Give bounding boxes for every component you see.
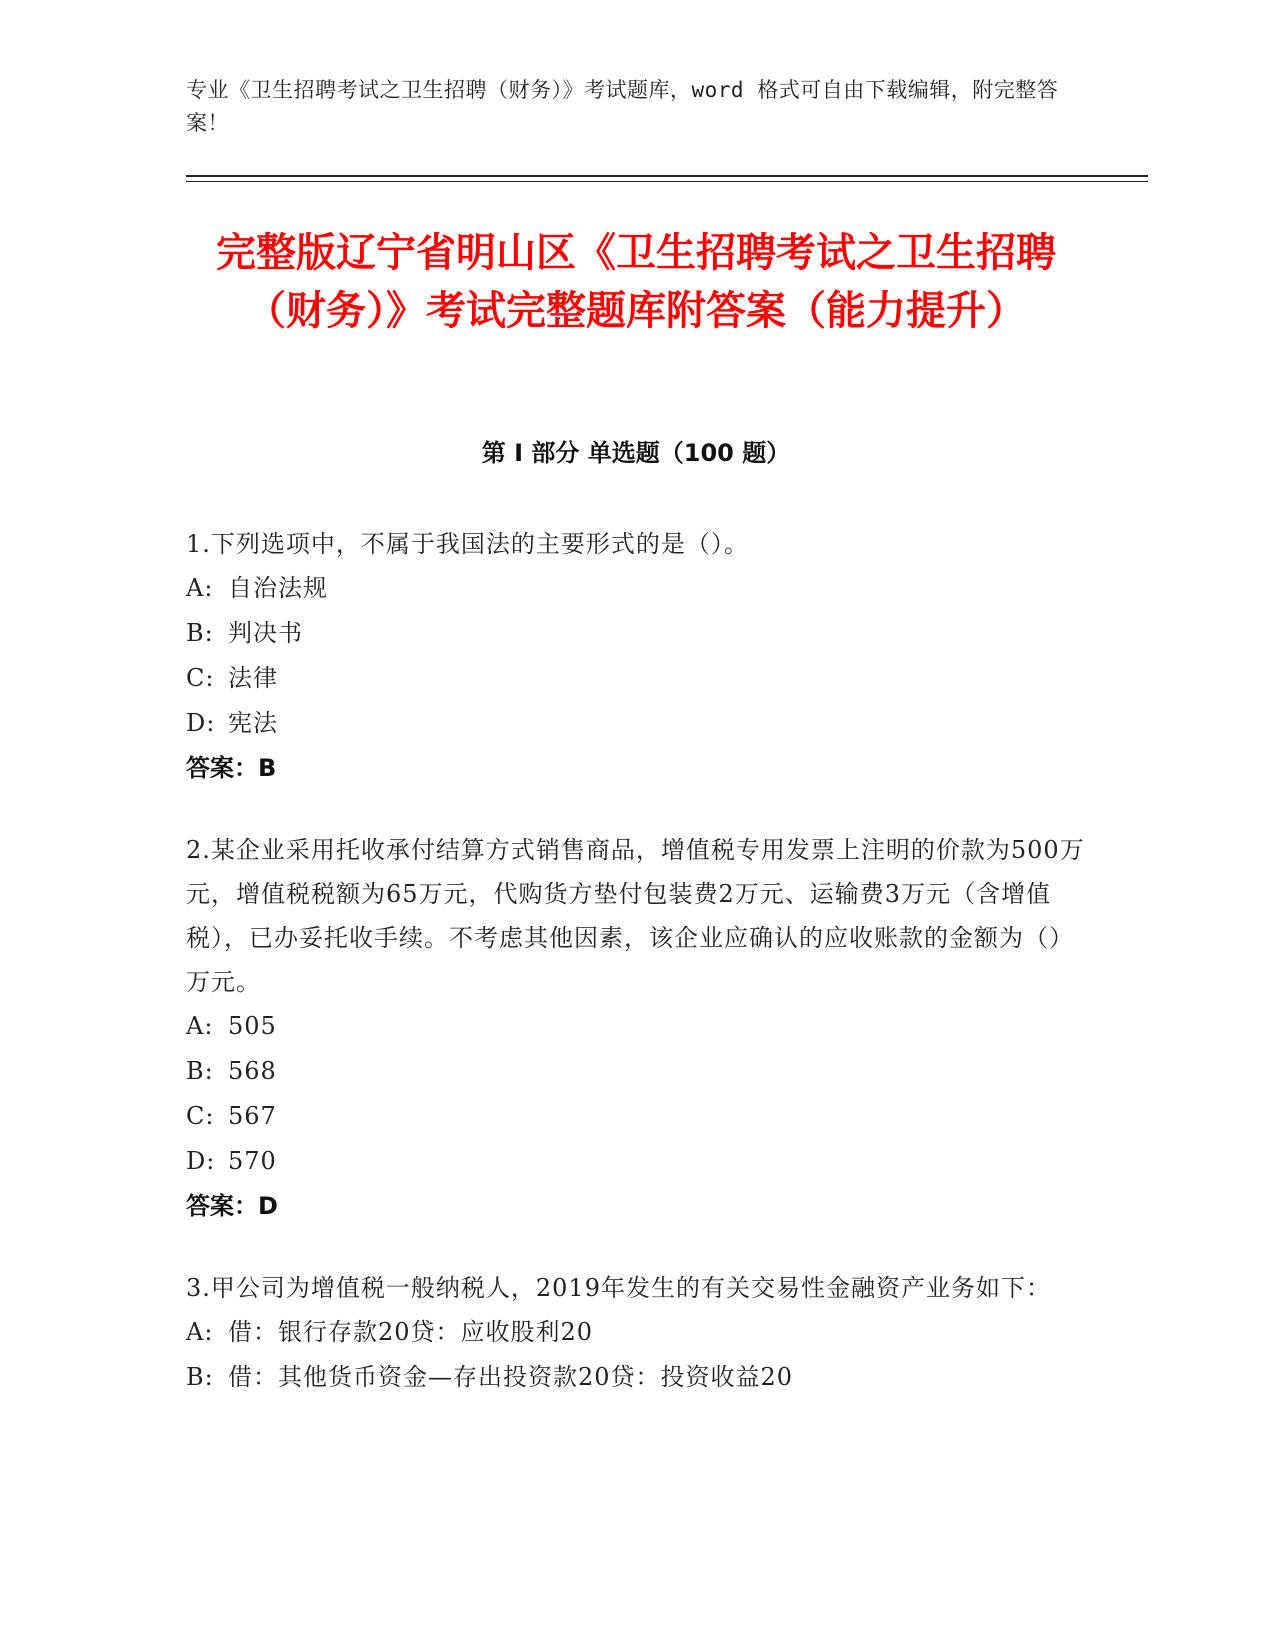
section-title: 第 I 部分 单选题（100 题） [481, 439, 791, 467]
option-b [186, 1355, 1086, 1400]
option-d [186, 701, 1086, 746]
option-b [186, 1049, 1086, 1094]
option-letter: B: [186, 619, 214, 647]
option-text: 判决书 [228, 619, 303, 647]
question-2 [186, 828, 1086, 1229]
option-letter: A: [186, 1318, 214, 1346]
option-letter: B: [186, 1057, 214, 1085]
answer-line: 答案：B [186, 754, 277, 782]
option-text: 借：银行存款20贷：应收股利20 [228, 1318, 594, 1346]
option-text: 宪法 [228, 709, 278, 737]
option-text: 568 [228, 1057, 277, 1085]
option-text: 自治法规 [228, 574, 328, 602]
option-text: 505 [228, 1012, 277, 1040]
option-letter: D: [186, 709, 216, 737]
question-stem: 2.某企业采用托收承付结算方式销售商品，增值税专用发票上注明的价款为500万元，增值税税额为65万元，代购货方垫付包装费2万元、运输费3万元（含增值税），已办妥托收手续。不考虑其他因素，该企业应确认的应收账款的金额为（）万元。 [186, 836, 1085, 996]
option-text: 法律 [228, 664, 278, 692]
option-letter: A: [186, 574, 214, 602]
option-letter: C: [186, 1102, 215, 1130]
option-b [186, 611, 1086, 656]
header-rule-thin [186, 181, 1148, 182]
option-letter: B: [186, 1363, 214, 1391]
option-letter: A: [186, 1012, 214, 1040]
question-stem: 3.甲公司为增值税一般纳税人，2019年发生的有关交易性金融资产业务如下： [186, 1274, 1051, 1302]
option-text: 567 [228, 1102, 277, 1130]
header-note: 专业《卫生招聘考试之卫生招聘（财务）》考试题库，word 格式可自由下载编辑，附完整答案！ [186, 78, 1059, 135]
option-letter: C: [186, 664, 215, 692]
question-3 [186, 1266, 1086, 1400]
question-stem: 1.下列选项中，不属于我国法的主要形式的是（）。 [186, 530, 749, 558]
option-text: 570 [228, 1147, 277, 1175]
header-rule-thick [186, 175, 1148, 177]
document-title: 完整版辽宁省明山区《卫生招聘考试之卫生招聘（财务）》考试完整题库附答案（能力提升） [216, 230, 1056, 334]
option-text: 借：其他货币资金—存出投资款20贷：投资收益20 [228, 1363, 794, 1391]
option-a [186, 566, 1086, 611]
question-list [186, 522, 1086, 1437]
question-1 [186, 522, 1086, 791]
option-c [186, 656, 1086, 701]
option-letter: D: [186, 1147, 216, 1175]
option-a [186, 1310, 1086, 1355]
option-a [186, 1004, 1086, 1049]
option-c [186, 1094, 1086, 1139]
option-d [186, 1139, 1086, 1184]
answer-line: 答案：D [186, 1192, 278, 1220]
